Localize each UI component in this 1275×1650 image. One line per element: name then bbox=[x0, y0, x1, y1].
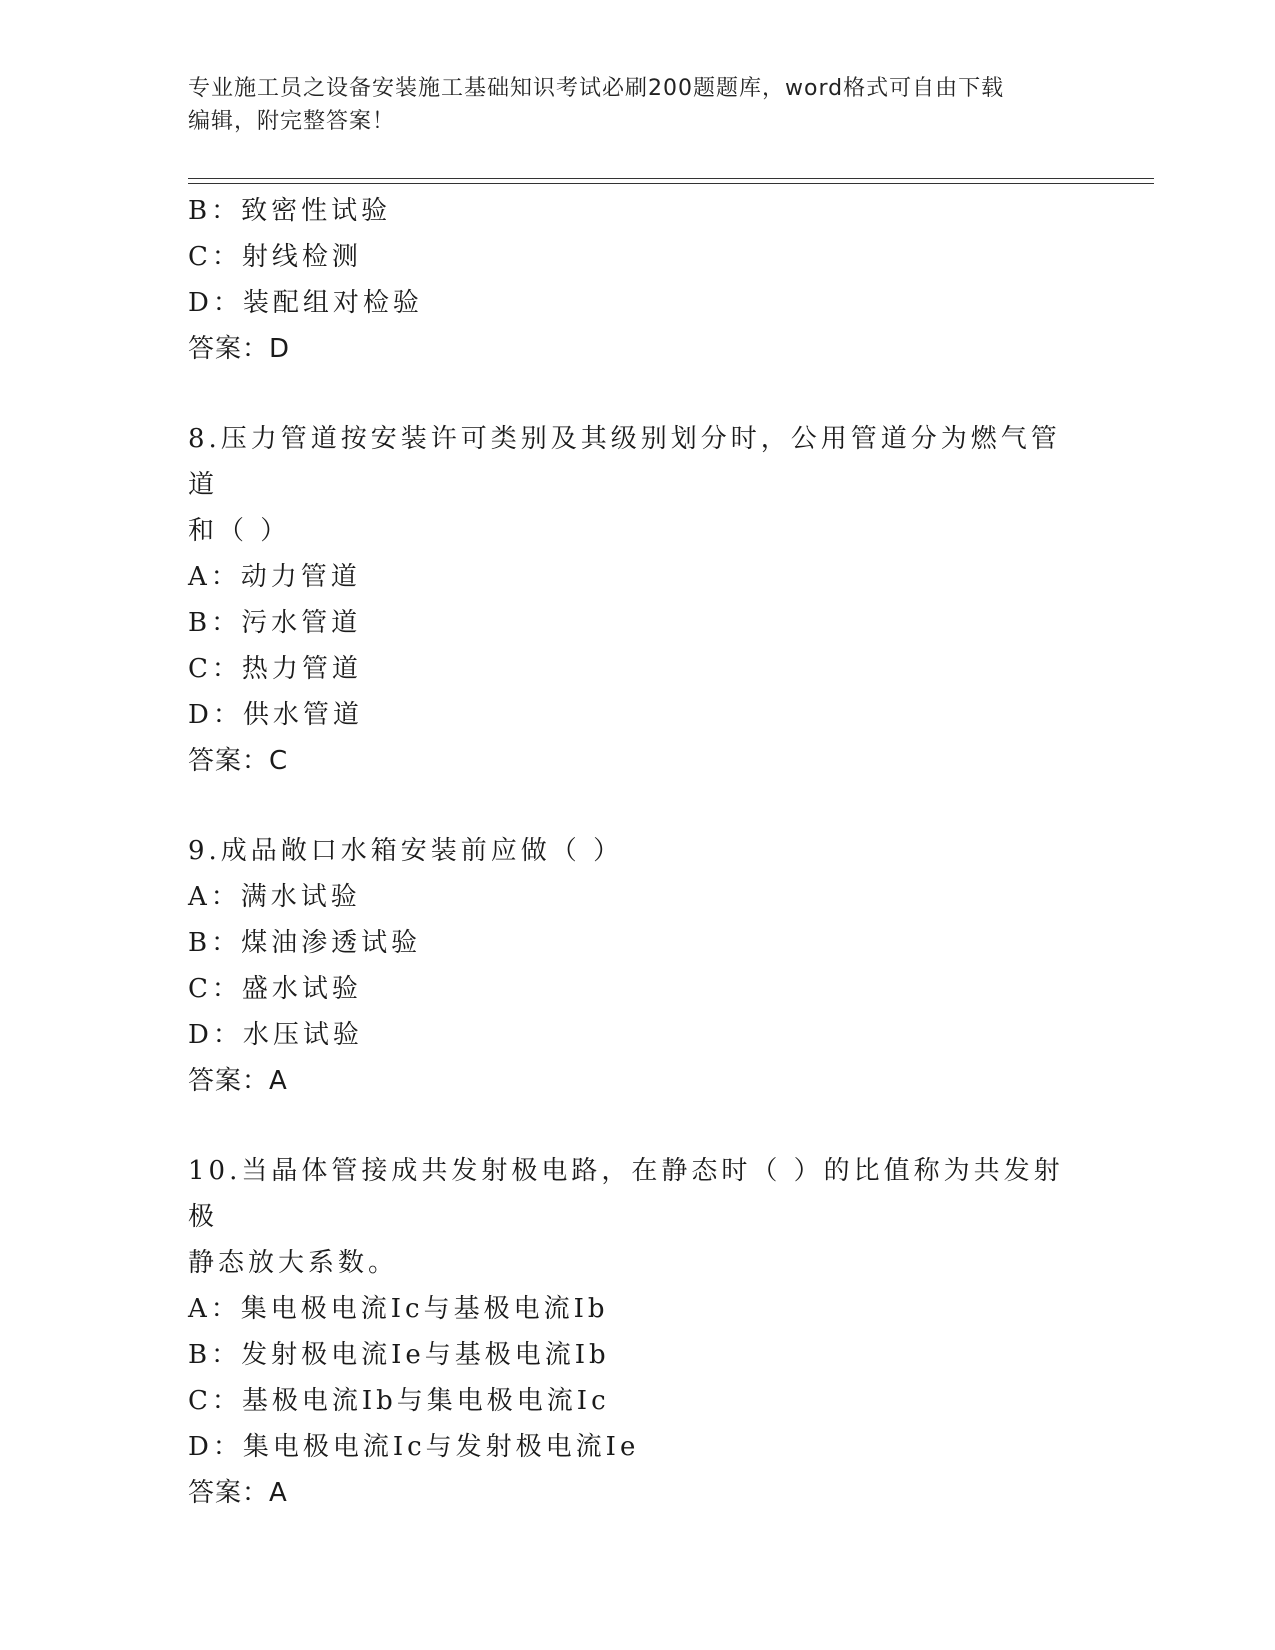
option-a: A：动力管道 bbox=[188, 562, 361, 592]
question-10 bbox=[188, 1148, 1088, 1516]
answer: 答案：C bbox=[188, 746, 289, 776]
question-7-continued bbox=[188, 188, 1088, 372]
question-text: 8.压力管道按安装许可类别及其级别划分时，公用管道分为燃气管道 bbox=[188, 424, 1061, 500]
question-8 bbox=[188, 416, 1088, 784]
question-text: 10.当晶体管接成共发射极电路，在静态时（ ）的比值称为共发射极 bbox=[188, 1156, 1064, 1232]
option-b: B：致密性试验 bbox=[188, 196, 392, 226]
option-d: D：装配组对检验 bbox=[188, 288, 423, 318]
spacer bbox=[188, 372, 1088, 416]
question-list bbox=[188, 188, 1088, 1516]
option-d: D：供水管道 bbox=[188, 700, 363, 730]
document-header bbox=[188, 72, 1088, 138]
option-c: C：热力管道 bbox=[188, 654, 362, 684]
header-line-1: 专业施工员之设备安装施工基础知识考试必刷200题题库，word格式可自由下载 bbox=[188, 76, 1005, 101]
option-b: B：污水管道 bbox=[188, 608, 362, 638]
option-c: C：射线检测 bbox=[188, 242, 362, 272]
question-9 bbox=[188, 828, 1088, 1104]
answer: 答案：D bbox=[188, 334, 291, 364]
header-line-2: 编辑，附完整答案！ bbox=[188, 109, 396, 134]
answer: 答案：A bbox=[188, 1066, 288, 1096]
option-b: B：发射极电流Ie与基极电流Ib bbox=[188, 1340, 610, 1370]
header-divider bbox=[188, 178, 1154, 184]
question-text: 9.成品敞口水箱安装前应做（ ） bbox=[188, 836, 624, 866]
question-text-cont: 和（ ） bbox=[188, 516, 291, 546]
spacer bbox=[188, 1104, 1088, 1148]
question-text-cont: 静态放大系数。 bbox=[188, 1248, 399, 1278]
spacer bbox=[188, 784, 1088, 828]
option-a: A：满水试验 bbox=[188, 882, 361, 912]
option-c: C：基极电流Ib与集电极电流Ic bbox=[188, 1386, 610, 1416]
option-d: D：水压试验 bbox=[188, 1020, 363, 1050]
answer: 答案：A bbox=[188, 1478, 288, 1508]
option-a: A：集电极电流Ic与基极电流Ib bbox=[188, 1294, 609, 1324]
option-b: B：煤油渗透试验 bbox=[188, 928, 422, 958]
option-d: D：集电极电流Ic与发射极电流Ie bbox=[188, 1432, 640, 1462]
option-c: C：盛水试验 bbox=[188, 974, 362, 1004]
